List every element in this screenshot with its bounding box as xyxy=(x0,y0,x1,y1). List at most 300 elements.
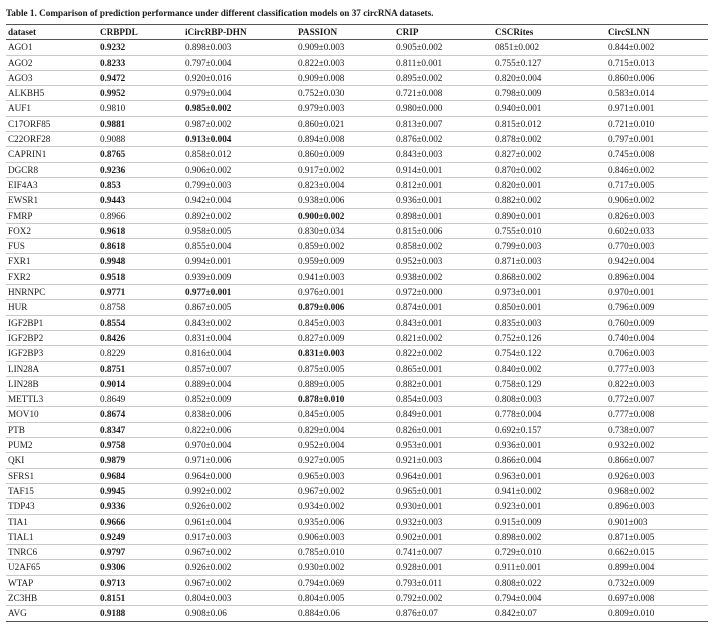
cell-dataset: WTAP xyxy=(6,575,98,590)
cell-circslnn: 0.770±0.003 xyxy=(606,239,708,254)
cell-circslnn: 0.777±0.008 xyxy=(606,407,708,422)
cell-crip: 0.812±0.001 xyxy=(394,177,493,192)
table-row xyxy=(6,177,708,192)
cell-dataset: EWSR1 xyxy=(6,193,98,208)
cell-circslnn: 0.901±003 xyxy=(606,514,708,529)
cell-cscrites: 0.850±0.001 xyxy=(493,300,606,315)
cell-crip: 0.980±0.000 xyxy=(394,101,493,116)
cell-icircrbp-dhn: 0.857±0.007 xyxy=(183,361,296,376)
cell-cscrites: 0.940±0.001 xyxy=(493,101,606,116)
cell-dataset: AGO3 xyxy=(6,70,98,85)
cell-circslnn: 0.968±0.002 xyxy=(606,483,708,498)
cell-crbpdl: 0.9881 xyxy=(98,116,183,131)
table-row xyxy=(6,223,708,238)
cell-crbpdl: 0.9879 xyxy=(98,453,183,468)
cell-icircrbp-dhn: 0.898±0.003 xyxy=(183,40,296,55)
cell-dataset: ALKBH5 xyxy=(6,86,98,101)
cell-crip: 0.811±0.001 xyxy=(394,55,493,70)
cell-dataset: IGF2BP1 xyxy=(6,315,98,330)
cell-dataset: HUR xyxy=(6,300,98,315)
cell-dataset: AGO1 xyxy=(6,40,98,55)
cell-icircrbp-dhn: 0.970±0.004 xyxy=(183,438,296,453)
table-row xyxy=(6,269,708,284)
cell-crip: 0.972±0.000 xyxy=(394,285,493,300)
cell-crip: 0.874±0.001 xyxy=(394,300,493,315)
cell-circslnn: 0.822±0.003 xyxy=(606,376,708,391)
cell-crip: 0.905±0.002 xyxy=(394,40,493,55)
cell-crip: 0.952±0.003 xyxy=(394,254,493,269)
cell-cscrites: 0.898±0.002 xyxy=(493,529,606,544)
cell-cscrites: 0.808±0.022 xyxy=(493,575,606,590)
cell-crip: 0.849±0.001 xyxy=(394,407,493,422)
cell-crbpdl: 0.8649 xyxy=(98,392,183,407)
table-row xyxy=(6,70,708,85)
cell-cscrites: 0.882±0.002 xyxy=(493,193,606,208)
cell-circslnn: 0.844±0.002 xyxy=(606,40,708,55)
cell-dataset: TAF15 xyxy=(6,483,98,498)
table-row xyxy=(6,315,708,330)
cell-passion: 0.959±0.009 xyxy=(296,254,394,269)
cell-circslnn: 0.906±0.002 xyxy=(606,193,708,208)
cell-dataset: HNRNPC xyxy=(6,285,98,300)
cell-cscrites: 0.911±0.001 xyxy=(493,560,606,575)
cell-circslnn: 0.715±0.013 xyxy=(606,55,708,70)
column-header-passion: PASSION xyxy=(296,25,394,40)
cell-passion: 0.845±0.005 xyxy=(296,407,394,422)
table-row xyxy=(6,514,708,529)
cell-circslnn: 0.896±0.003 xyxy=(606,499,708,514)
cell-dataset: METTL3 xyxy=(6,392,98,407)
cell-circslnn: 0.662±0.015 xyxy=(606,545,708,560)
cell-passion: 0.906±0.003 xyxy=(296,529,394,544)
cell-dataset: IGF2BP3 xyxy=(6,346,98,361)
cell-dataset: FUS xyxy=(6,239,98,254)
cell-crbpdl: 0.9797 xyxy=(98,545,183,560)
cell-cscrites: 0.820±0.004 xyxy=(493,70,606,85)
cell-circslnn: 0.797±0.001 xyxy=(606,132,708,147)
cell-icircrbp-dhn: 0.979±0.004 xyxy=(183,86,296,101)
table-row xyxy=(6,101,708,116)
cell-cscrites: 0.729±0.010 xyxy=(493,545,606,560)
cell-passion: 0.845±0.003 xyxy=(296,315,394,330)
cell-dataset: TDP43 xyxy=(6,499,98,514)
cell-icircrbp-dhn: 0.816±0.004 xyxy=(183,346,296,361)
cell-circslnn: 0.740±0.004 xyxy=(606,330,708,345)
cell-passion: 0.976±0.001 xyxy=(296,285,394,300)
cell-crip: 0.936±0.001 xyxy=(394,193,493,208)
cell-crip: 0.938±0.002 xyxy=(394,269,493,284)
cell-circslnn: 0.971±0.001 xyxy=(606,101,708,116)
cell-circslnn: 0.896±0.004 xyxy=(606,269,708,284)
cell-crbpdl: 0.9088 xyxy=(98,132,183,147)
cell-cscrites: 0.915±0.009 xyxy=(493,514,606,529)
cell-dataset: AGO2 xyxy=(6,55,98,70)
cell-passion: 0.952±0.004 xyxy=(296,438,394,453)
cell-cscrites: 0.963±0.001 xyxy=(493,468,606,483)
cell-passion: 0.822±0.003 xyxy=(296,55,394,70)
cell-crip: 0.815±0.006 xyxy=(394,223,493,238)
cell-crbpdl: 0.9952 xyxy=(98,86,183,101)
table-row xyxy=(6,208,708,223)
cell-cscrites: 0.870±0.002 xyxy=(493,162,606,177)
cell-cscrites: 0.794±0.004 xyxy=(493,590,606,605)
cell-circslnn: 0.772±0.007 xyxy=(606,392,708,407)
table-row xyxy=(6,422,708,437)
cell-icircrbp-dhn: 0.867±0.005 xyxy=(183,300,296,315)
cell-dataset: MOV10 xyxy=(6,407,98,422)
cell-dataset: SFRS1 xyxy=(6,468,98,483)
cell-crip: 0.953±0.001 xyxy=(394,438,493,453)
cell-crip: 0.721±0.008 xyxy=(394,86,493,101)
cell-passion: 0.829±0.004 xyxy=(296,422,394,437)
cell-circslnn: 0.717±0.005 xyxy=(606,177,708,192)
cell-crip: 0.865±0.001 xyxy=(394,361,493,376)
cell-cscrites: 0.815±0.012 xyxy=(493,116,606,131)
cell-crbpdl: 0.9232 xyxy=(98,40,183,55)
cell-dataset: TIAL1 xyxy=(6,529,98,544)
cell-passion: 0.935±0.006 xyxy=(296,514,394,529)
cell-passion: 0.859±0.002 xyxy=(296,239,394,254)
cell-crbpdl: 0.9758 xyxy=(98,438,183,453)
cell-passion: 0.909±0.008 xyxy=(296,70,394,85)
table-row xyxy=(6,285,708,300)
cell-circslnn: 0.871±0.005 xyxy=(606,529,708,544)
cell-passion: 0.889±0.005 xyxy=(296,376,394,391)
cell-cscrites: 0.820±0.001 xyxy=(493,177,606,192)
cell-passion: 0.875±0.005 xyxy=(296,361,394,376)
cell-icircrbp-dhn: 0.804±0.003 xyxy=(183,590,296,605)
cell-cscrites: 0.868±0.002 xyxy=(493,269,606,284)
cell-cscrites: 0.758±0.129 xyxy=(493,376,606,391)
cell-circslnn: 0.745±0.008 xyxy=(606,147,708,162)
cell-cscrites: 0.827±0.002 xyxy=(493,147,606,162)
cell-passion: 0.917±0.002 xyxy=(296,162,394,177)
cell-crbpdl: 0.9336 xyxy=(98,499,183,514)
cell-crbpdl: 0.9014 xyxy=(98,376,183,391)
cell-cscrites: 0.890±0.001 xyxy=(493,208,606,223)
cell-passion: 0.909±0.003 xyxy=(296,40,394,55)
cell-circslnn: 0.732±0.009 xyxy=(606,575,708,590)
cell-crbpdl: 0.8618 xyxy=(98,239,183,254)
cell-icircrbp-dhn: 0.987±0.002 xyxy=(183,116,296,131)
cell-crbpdl: 0.8765 xyxy=(98,147,183,162)
cell-passion: 0.900±0.002 xyxy=(296,208,394,223)
cell-crbpdl: 0.9236 xyxy=(98,162,183,177)
cell-icircrbp-dhn: 0.917±0.003 xyxy=(183,529,296,544)
cell-cscrites: 0.692±0.157 xyxy=(493,422,606,437)
cell-crbpdl: 0.9666 xyxy=(98,514,183,529)
table-row xyxy=(6,40,708,55)
cell-crbpdl: 0.8426 xyxy=(98,330,183,345)
table-row xyxy=(6,545,708,560)
cell-icircrbp-dhn: 0.908±0.06 xyxy=(183,606,296,621)
cell-cscrites: 0.941±0.002 xyxy=(493,483,606,498)
table-row xyxy=(6,193,708,208)
cell-cscrites: 0.835±0.003 xyxy=(493,315,606,330)
table-row xyxy=(6,483,708,498)
cell-crbpdl: 0.9948 xyxy=(98,254,183,269)
table-row xyxy=(6,590,708,605)
cell-crip: 0.930±0.001 xyxy=(394,499,493,514)
cell-circslnn: 0.926±0.003 xyxy=(606,468,708,483)
table-row xyxy=(6,468,708,483)
cell-dataset: FXR2 xyxy=(6,269,98,284)
cell-crbpdl: 0.853 xyxy=(98,177,183,192)
column-header-crbpdl: CRBPDL xyxy=(98,25,183,40)
cell-crip: 0.741±0.007 xyxy=(394,545,493,560)
cell-circslnn: 0.777±0.003 xyxy=(606,361,708,376)
cell-cscrites: 0.871±0.003 xyxy=(493,254,606,269)
cell-passion: 0.927±0.005 xyxy=(296,453,394,468)
cell-passion: 0.979±0.003 xyxy=(296,101,394,116)
cell-cscrites: 0.808±0.003 xyxy=(493,392,606,407)
cell-cscrites: 0.866±0.004 xyxy=(493,453,606,468)
cell-crip: 0.882±0.001 xyxy=(394,376,493,391)
cell-icircrbp-dhn: 0.858±0.012 xyxy=(183,147,296,162)
cell-crip: 0.826±0.001 xyxy=(394,422,493,437)
cell-passion: 0.879±0.006 xyxy=(296,300,394,315)
cell-crip: 0.876±0.07 xyxy=(394,606,493,621)
cell-cscrites: 0851±0.002 xyxy=(493,40,606,55)
cell-circslnn: 0.932±0.002 xyxy=(606,438,708,453)
table-row xyxy=(6,560,708,575)
column-header-cscrites: CSCRites xyxy=(493,25,606,40)
cell-crbpdl: 0.8233 xyxy=(98,55,183,70)
cell-icircrbp-dhn: 0.892±0.002 xyxy=(183,208,296,223)
table-row xyxy=(6,116,708,131)
cell-icircrbp-dhn: 0.906±0.002 xyxy=(183,162,296,177)
cell-icircrbp-dhn: 0.913±0.004 xyxy=(183,132,296,147)
cell-crbpdl: 0.8554 xyxy=(98,315,183,330)
cell-crbpdl: 0.9618 xyxy=(98,223,183,238)
comparison-table xyxy=(6,24,708,622)
table-row xyxy=(6,239,708,254)
cell-crip: 0.858±0.002 xyxy=(394,239,493,254)
cell-crip: 0.843±0.001 xyxy=(394,315,493,330)
cell-crbpdl: 0.9684 xyxy=(98,468,183,483)
cell-cscrites: 0.778±0.004 xyxy=(493,407,606,422)
cell-icircrbp-dhn: 0.971±0.006 xyxy=(183,453,296,468)
cell-cscrites: 0.923±0.001 xyxy=(493,499,606,514)
cell-crip: 0.876±0.002 xyxy=(394,132,493,147)
cell-cscrites: 0.752±0.126 xyxy=(493,330,606,345)
column-header-crip: CRIP xyxy=(394,25,493,40)
cell-icircrbp-dhn: 0.985±0.002 xyxy=(183,101,296,116)
cell-crip: 0.964±0.001 xyxy=(394,468,493,483)
table-body xyxy=(6,40,708,621)
cell-passion: 0.831±0.003 xyxy=(296,346,394,361)
cell-dataset: FOX2 xyxy=(6,223,98,238)
header-row xyxy=(6,25,708,40)
cell-crip: 0.932±0.003 xyxy=(394,514,493,529)
cell-icircrbp-dhn: 0.961±0.004 xyxy=(183,514,296,529)
cell-passion: 0.860±0.021 xyxy=(296,116,394,131)
cell-crbpdl: 0.9306 xyxy=(98,560,183,575)
cell-cscrites: 0.798±0.009 xyxy=(493,86,606,101)
cell-dataset: U2AF65 xyxy=(6,560,98,575)
cell-circslnn: 0.809±0.010 xyxy=(606,606,708,621)
cell-crbpdl: 0.8347 xyxy=(98,422,183,437)
cell-icircrbp-dhn: 0.831±0.004 xyxy=(183,330,296,345)
table-row xyxy=(6,438,708,453)
table-row xyxy=(6,392,708,407)
cell-crip: 0.921±0.003 xyxy=(394,453,493,468)
column-header-dataset: dataset xyxy=(6,25,98,40)
table-row xyxy=(6,346,708,361)
cell-circslnn: 0.899±0.004 xyxy=(606,560,708,575)
cell-crbpdl: 0.8751 xyxy=(98,361,183,376)
cell-icircrbp-dhn: 0.939±0.009 xyxy=(183,269,296,284)
cell-dataset: AVG xyxy=(6,606,98,621)
table-row xyxy=(6,254,708,269)
cell-passion: 0.941±0.003 xyxy=(296,269,394,284)
cell-circslnn: 0.602±0.033 xyxy=(606,223,708,238)
cell-crip: 0.914±0.001 xyxy=(394,162,493,177)
cell-dataset: ZC3HB xyxy=(6,590,98,605)
cell-icircrbp-dhn: 0.926±0.002 xyxy=(183,560,296,575)
cell-icircrbp-dhn: 0.920±0.016 xyxy=(183,70,296,85)
cell-icircrbp-dhn: 0.942±0.004 xyxy=(183,193,296,208)
table-row xyxy=(6,132,708,147)
cell-circslnn: 0.796±0.009 xyxy=(606,300,708,315)
cell-passion: 0.938±0.006 xyxy=(296,193,394,208)
cell-icircrbp-dhn: 0.926±0.002 xyxy=(183,499,296,514)
table-row xyxy=(6,300,708,315)
cell-dataset: IGF2BP2 xyxy=(6,330,98,345)
table-row xyxy=(6,361,708,376)
cell-icircrbp-dhn: 0.964±0.000 xyxy=(183,468,296,483)
table-row xyxy=(6,529,708,544)
cell-circslnn: 0.721±0.010 xyxy=(606,116,708,131)
cell-dataset: CAPRIN1 xyxy=(6,147,98,162)
cell-passion: 0.860±0.009 xyxy=(296,147,394,162)
cell-crbpdl: 0.9188 xyxy=(98,606,183,621)
cell-crbpdl: 0.9443 xyxy=(98,193,183,208)
table-row xyxy=(6,499,708,514)
cell-passion: 0.823±0.004 xyxy=(296,177,394,192)
cell-circslnn: 0.826±0.003 xyxy=(606,208,708,223)
table-row xyxy=(6,162,708,177)
cell-crip: 0.813±0.007 xyxy=(394,116,493,131)
cell-icircrbp-dhn: 0.838±0.006 xyxy=(183,407,296,422)
cell-crip: 0.854±0.003 xyxy=(394,392,493,407)
cell-crbpdl: 0.9518 xyxy=(98,269,183,284)
cell-crip: 0.898±0.001 xyxy=(394,208,493,223)
cell-cscrites: 0.840±0.002 xyxy=(493,361,606,376)
cell-dataset: AUF1 xyxy=(6,101,98,116)
cell-passion: 0.930±0.002 xyxy=(296,560,394,575)
cell-passion: 0.894±0.008 xyxy=(296,132,394,147)
cell-crbpdl: 0.8151 xyxy=(98,590,183,605)
cell-circslnn: 0.760±0.009 xyxy=(606,315,708,330)
cell-passion: 0.827±0.009 xyxy=(296,330,394,345)
cell-passion: 0.830±0.034 xyxy=(296,223,394,238)
cell-icircrbp-dhn: 0.992±0.002 xyxy=(183,483,296,498)
table-caption: Table 1. Comparison of prediction performance under different classification models on 37 circRNA datasets. xyxy=(6,8,434,18)
cell-dataset: TIA1 xyxy=(6,514,98,529)
cell-icircrbp-dhn: 0.967±0.002 xyxy=(183,575,296,590)
cell-passion: 0.752±0.030 xyxy=(296,86,394,101)
cell-dataset: PUM2 xyxy=(6,438,98,453)
column-header-icircrbp-dhn: iCircRBP-DHN xyxy=(183,25,296,40)
cell-circslnn: 0.583±0.014 xyxy=(606,86,708,101)
table-row xyxy=(6,453,708,468)
cell-icircrbp-dhn: 0.799±0.003 xyxy=(183,177,296,192)
cell-dataset: FXR1 xyxy=(6,254,98,269)
cell-icircrbp-dhn: 0.977±0.001 xyxy=(183,285,296,300)
cell-circslnn: 0.942±0.004 xyxy=(606,254,708,269)
cell-cscrites: 0.936±0.001 xyxy=(493,438,606,453)
cell-dataset: FMRP xyxy=(6,208,98,223)
cell-cscrites: 0.842±0.07 xyxy=(493,606,606,621)
cell-cscrites: 0.973±0.001 xyxy=(493,285,606,300)
cell-icircrbp-dhn: 0.855±0.004 xyxy=(183,239,296,254)
cell-icircrbp-dhn: 0.822±0.006 xyxy=(183,422,296,437)
table-row xyxy=(6,606,708,621)
cell-crip: 0.843±0.003 xyxy=(394,147,493,162)
cell-crbpdl: 0.9810 xyxy=(98,101,183,116)
cell-icircrbp-dhn: 0.797±0.004 xyxy=(183,55,296,70)
cell-crip: 0.895±0.002 xyxy=(394,70,493,85)
cell-icircrbp-dhn: 0.958±0.005 xyxy=(183,223,296,238)
cell-passion: 0.804±0.005 xyxy=(296,590,394,605)
cell-dataset: TNRC6 xyxy=(6,545,98,560)
cell-circslnn: 0.860±0.006 xyxy=(606,70,708,85)
cell-crip: 0.792±0.002 xyxy=(394,590,493,605)
cell-circslnn: 0.846±0.002 xyxy=(606,162,708,177)
cell-passion: 0.794±0.069 xyxy=(296,575,394,590)
table-row xyxy=(6,376,708,391)
cell-cscrites: 0.755±0.127 xyxy=(493,55,606,70)
cell-dataset: EIF4A3 xyxy=(6,177,98,192)
cell-crbpdl: 0.9771 xyxy=(98,285,183,300)
cell-dataset: QKI xyxy=(6,453,98,468)
cell-passion: 0.965±0.003 xyxy=(296,468,394,483)
cell-icircrbp-dhn: 0.994±0.001 xyxy=(183,254,296,269)
table-row xyxy=(6,147,708,162)
cell-circslnn: 0.706±0.003 xyxy=(606,346,708,361)
cell-crip: 0.821±0.002 xyxy=(394,330,493,345)
cell-icircrbp-dhn: 0.843±0.002 xyxy=(183,315,296,330)
cell-dataset: LIN28A xyxy=(6,361,98,376)
cell-crbpdl: 0.8674 xyxy=(98,407,183,422)
cell-crbpdl: 0.8966 xyxy=(98,208,183,223)
cell-dataset: LIN28B xyxy=(6,376,98,391)
cell-crbpdl: 0.9945 xyxy=(98,483,183,498)
cell-cscrites: 0.755±0.010 xyxy=(493,223,606,238)
table-row xyxy=(6,575,708,590)
cell-cscrites: 0.878±0.002 xyxy=(493,132,606,147)
table-row xyxy=(6,407,708,422)
cell-crbpdl: 0.9713 xyxy=(98,575,183,590)
cell-cscrites: 0.799±0.003 xyxy=(493,239,606,254)
cell-passion: 0.785±0.010 xyxy=(296,545,394,560)
table-row xyxy=(6,86,708,101)
cell-circslnn: 0.697±0.008 xyxy=(606,590,708,605)
cell-passion: 0.967±0.002 xyxy=(296,483,394,498)
cell-crbpdl: 0.8758 xyxy=(98,300,183,315)
cell-circslnn: 0.738±0.007 xyxy=(606,422,708,437)
cell-circslnn: 0.970±0.001 xyxy=(606,285,708,300)
cell-passion: 0.878±0.010 xyxy=(296,392,394,407)
cell-dataset: DGCR8 xyxy=(6,162,98,177)
cell-dataset: PTB xyxy=(6,422,98,437)
table-row xyxy=(6,55,708,70)
cell-icircrbp-dhn: 0.852±0.009 xyxy=(183,392,296,407)
cell-crbpdl: 0.8229 xyxy=(98,346,183,361)
cell-crbpdl: 0.9249 xyxy=(98,529,183,544)
cell-cscrites: 0.754±0.122 xyxy=(493,346,606,361)
